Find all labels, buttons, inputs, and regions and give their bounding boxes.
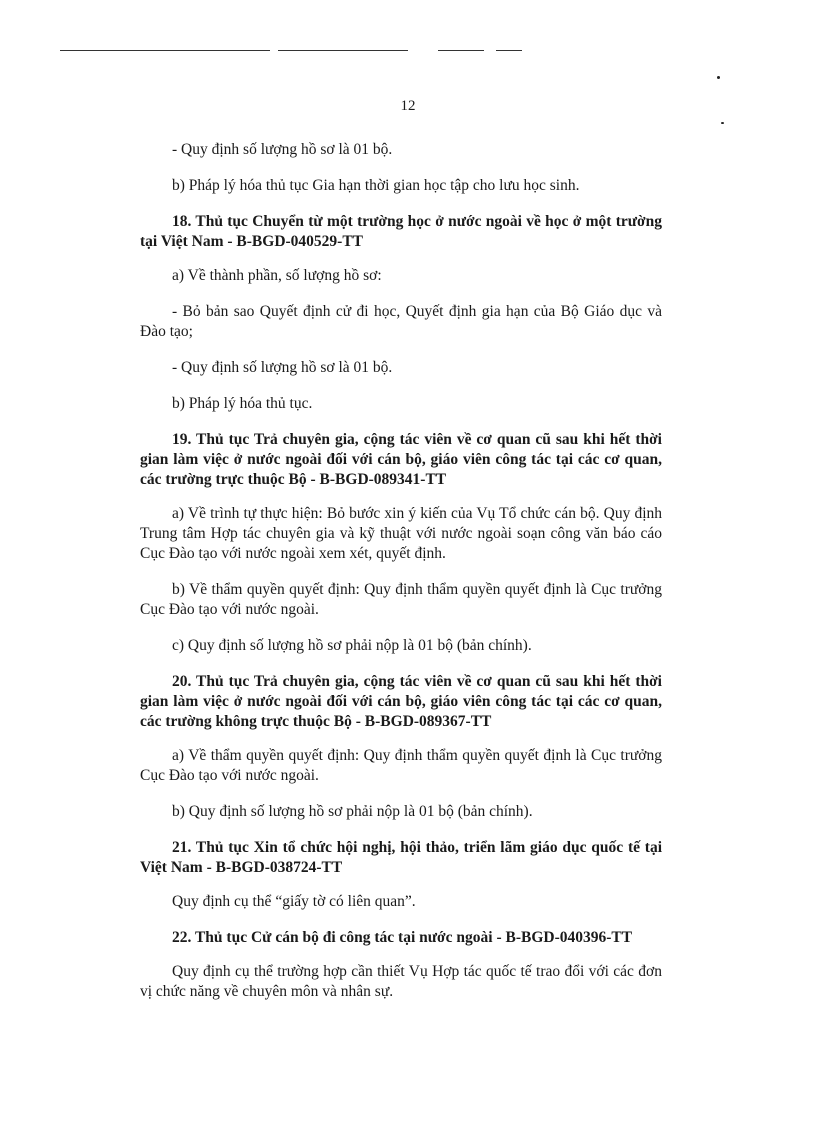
paragraph: - Quy định số lượng hồ sơ là 01 bộ.: [172, 141, 393, 158]
section-heading-19: 19. Thủ tục Trả chuyên gia, cộng tác viên về cơ quan cũ sau khi hết thời gian làm việc ở nước ngoài đối với cán bộ, giáo viên công tác tại các cơ quan, các trường trực thuộc Bộ - B-BGD-089341-TT: [140, 431, 662, 488]
paragraph: a) Về trình tự thực hiện: Bỏ bước xin ý kiến của Vụ Tổ chức cán bộ. Quy định Trung tâm Hợp tác chuyên gia và kỹ thuật với nước ngoài soạn công văn báo cáo Cục Đào tạo với nước ngoài xem xét, quyết định.: [140, 505, 662, 562]
header-rule-2: [278, 50, 408, 51]
header-rule-4: [496, 50, 522, 51]
section-heading-18: 18. Thủ tục Chuyển từ một trường học ở nước ngoài về học ở một trường tại Việt Nam - B-BGD-040529-TT: [140, 213, 662, 250]
document-body: [140, 140, 662, 1018]
paragraph: a) Về thẩm quyền quyết định: Quy định thẩm quyền quyết định là Cục trưởng Cục Đào tạo với nước ngoài.: [140, 747, 662, 784]
paragraph: b) Về thẩm quyền quyết định: Quy định thẩm quyền quyết định là Cục trưởng Cục Đào tạo với nước ngoài.: [140, 581, 662, 618]
header-rule-1: [60, 50, 270, 51]
paragraph: - Quy định số lượng hồ sơ là 01 bộ.: [172, 359, 393, 376]
section-heading-22: 22. Thủ tục Cử cán bộ đi công tác tại nước ngoài - B-BGD-040396-TT: [172, 929, 633, 946]
paragraph: a) Về thành phần, số lượng hồ sơ:: [172, 267, 382, 284]
paragraph: b) Pháp lý hóa thủ tục Gia hạn thời gian học tập cho lưu học sinh.: [172, 177, 580, 194]
paragraph: b) Quy định số lượng hồ sơ phải nộp là 01 bộ (bản chính).: [172, 803, 533, 820]
section-heading-21: 21. Thủ tục Xin tổ chức hội nghị, hội thảo, triển lãm giáo dục quốc tế tại Việt Nam - B-BGD-038724-TT: [140, 839, 662, 876]
paragraph: - Bỏ bản sao Quyết định cử đi học, Quyết định gia hạn của Bộ Giáo dục và Đào tạo;: [140, 303, 662, 340]
paragraph: c) Quy định số lượng hồ sơ phải nộp là 01 bộ (bản chính).: [172, 637, 532, 654]
header-rule-3: [438, 50, 484, 51]
page-number: 12: [400, 98, 416, 114]
paragraph: b) Pháp lý hóa thủ tục.: [172, 395, 313, 412]
scan-speck: [717, 76, 720, 79]
paragraph: Quy định cụ thể trường hợp cần thiết Vụ Hợp tác quốc tế trao đổi với các đơn vị chức năng về chuyên môn và nhân sự.: [140, 963, 662, 1000]
scan-speck: [721, 122, 724, 124]
section-heading-20: 20. Thủ tục Trả chuyên gia, cộng tác viên về cơ quan cũ sau khi hết thời gian làm việc ở nước ngoài đối với cán bộ, giáo viên công tác tại các cơ quan, các trường không trực thuộc Bộ - B-BGD-089367-TT: [140, 673, 662, 730]
paragraph: Quy định cụ thể “giấy tờ có liên quan”.: [172, 893, 416, 910]
